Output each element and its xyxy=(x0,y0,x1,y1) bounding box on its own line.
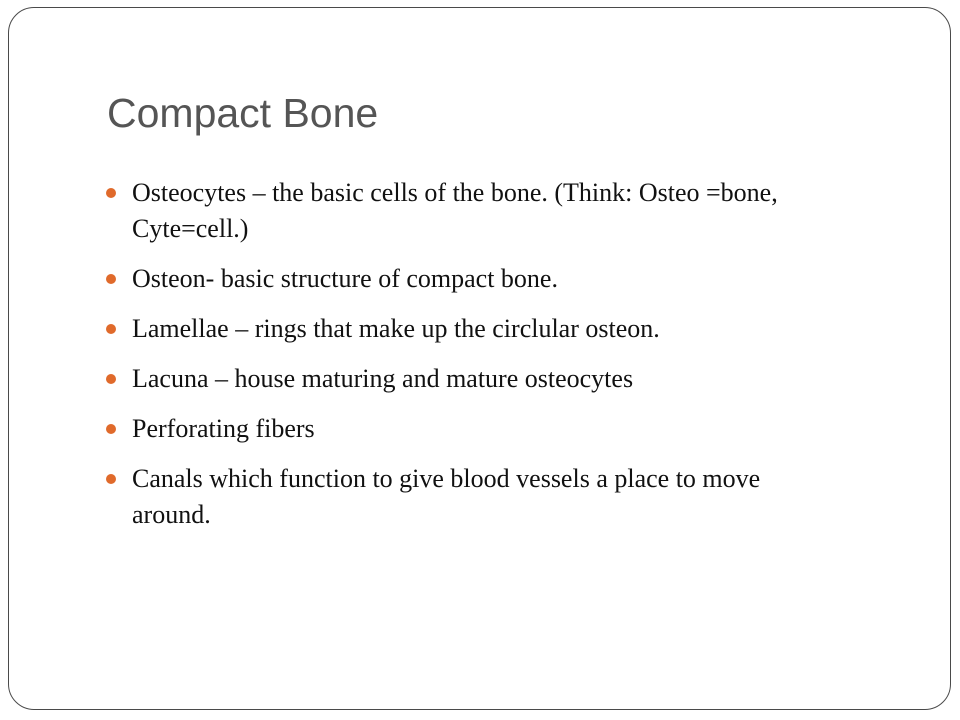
bullet-text: Osteon- basic structure of compact bone. xyxy=(132,264,558,293)
bullet-dot-icon xyxy=(106,374,116,384)
bullet-dot-icon xyxy=(106,188,116,198)
bullet-dot-icon xyxy=(106,274,116,284)
slide-title: Compact Bone xyxy=(107,90,379,136)
bullet-list xyxy=(106,175,841,547)
bullet-text: Perforating fibers xyxy=(132,414,315,443)
bullet-text: Canals which function to give blood vessels a place to move around. xyxy=(132,464,761,529)
bullet-text: Lacuna – house maturing and mature osteocytes xyxy=(132,364,634,393)
bullet-item xyxy=(106,411,841,447)
bullet-dot-icon xyxy=(106,474,116,484)
bullet-item xyxy=(106,175,841,247)
bullet-item xyxy=(106,261,841,297)
bullet-item xyxy=(106,361,841,397)
bullet-item xyxy=(106,311,841,347)
bullet-text: Osteocytes – the basic cells of the bone. (Think: Osteo =bone, Cyte=cell.) xyxy=(132,178,778,243)
bullet-text: Lamellae – rings that make up the circlular osteon. xyxy=(132,314,660,343)
bullet-dot-icon xyxy=(106,424,116,434)
bullet-dot-icon xyxy=(106,324,116,334)
bullet-item xyxy=(106,461,841,533)
